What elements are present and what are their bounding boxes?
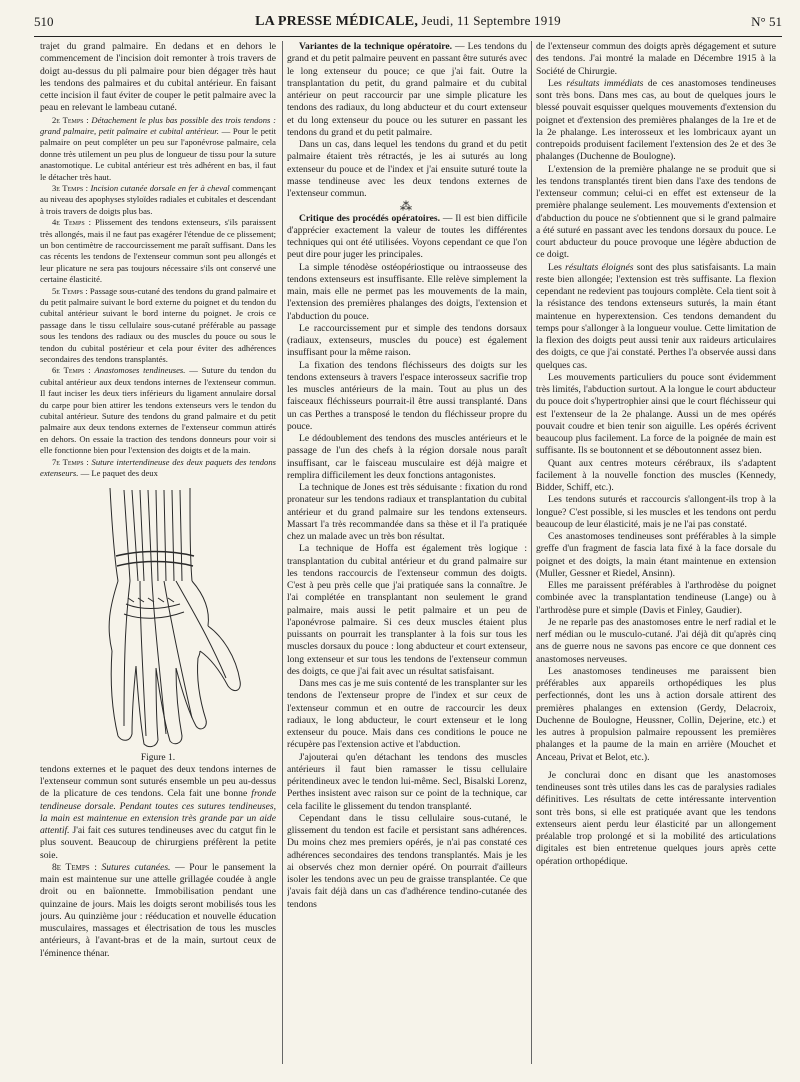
column-2 (287, 41, 527, 1066)
paragraph: Je ne reparle pas des anastomoses entre le nerf radial et le nerf médian ou le musculo-cutané. J'ai déjà dit qu'après cinq ans de guerre nous ne savons pas encore ce que donnent ces anastomoses nerveuses. (536, 616, 776, 665)
paragraph: Le raccourcissement pur et simple des tendons dorsaux (radiaux, extenseurs, muscles du pouce) est également insuffisant pour la même raison. (287, 322, 527, 359)
paragraph: Quant aux centres moteurs cérébraux, ils s'adaptent facilement à la nouvelle fonction des muscles (Kennedy, Bidder, Schiff, etc.). (536, 457, 776, 493)
step-title: Détachement le plus bas possible des trois tendons : grand palmaire, petit palmaire et cubital antérieur. (40, 114, 276, 136)
paragraph: Ces anastomoses tendineuses sont préférables à la simple greffe d'un fragment de fascia lata fixé à la face dorsale du poignet et des doigts, la main étant maintenue en extension (Muller, Gessner et Riedel, Ansinn). (536, 531, 776, 579)
text-run: tendons externes et le paquet des deux tendons internes de l'extenseur commun sont suturés ensemble un peu au-dessus de la plicature de ces tendons. Cela fait une bonne (40, 763, 276, 800)
step-3 (40, 183, 276, 217)
paragraph: La fixation des tendons fléchisseurs des doigts sur les tendons extenseurs à travers l'espace interosseux sacrifie trop les muscles antérieurs de la main. Tout au plus un des faisceaux fléchisseurs pourrait-il être aussi transplanté. Dans un cas Perthes a transposé le tendon du fléchisseur propre du pouce. (287, 359, 527, 432)
paragraph: L'extension de la première phalange ne se produit que si les tendons transplantés tirent bien dans l'axe des tendons de l'extenseur commun; celui-ci en effet est extenseur de la première phalange seulement. Les mouvements d'extension et d'abduction du pouce ne s'obtiennent que si le grand palmaire a été suturé en passant avec les tendons dorsaux du pouce. Le court abducteur du pouce provoque une légère abduction de ce doigt. (536, 163, 776, 261)
section-variants (287, 41, 527, 139)
step-title: Anastomoses tendineuses. (94, 365, 186, 376)
figure-hand-illustration (40, 486, 276, 748)
header-rule (34, 36, 782, 37)
paragraph: La technique de Hoffa est également très logique : transplantation du cubital antérieur et du grand palmaire sur les tendons raccourcis de l'extenseur commun des doigts. C'est à peu près celle que j'ai pratiquée sans la connaître. Je l'ai complétée en transplantant non seulement le grand palmaire, mais aussi le petit palmaire et un peu de l'aponévrose palmaire. Si ces deux muscles étaient plus puissants on pourrait les transplanter à la fois sur tous les muscles dorsaux du pouce : long abducteur et court extenseur, long extenseur et sur tous les tendons de l'extenseur commun des doigts, ce que j'ai fait avec un résultat satisfaisant. (287, 543, 527, 677)
step-label: 5e Temps : (52, 285, 88, 296)
step-label: 8e Temps : (52, 861, 97, 873)
column-divider (282, 41, 283, 1064)
section-separator-stars: ⁂ (400, 199, 414, 214)
paragraph: Dans un cas, dans lequel les tendons du grand et du petit palmaire étaient très rétractés, je les ai suturés au long extenseur du pouce et de l'index et j'ai ensuite suturé toute la masse tendineuse avec les deux tendons externes de l'extenseur commun. (287, 139, 527, 199)
text-run: Les (548, 77, 562, 89)
column-divider (531, 41, 532, 1064)
paragraph: Elles me paraissent préférables à l'arthrodèse du poignet combinée avec la transplantation tendineuse (Lange) ou à l'arthrodèse pure et simple (Davis et Finley, Gaudier). (536, 580, 776, 616)
step-text: — Pour le pansement la main est maintenue sur une attelle grillagée coudée à angle droit ou en baïonnette. Immobilisation pendant une quinzaine de jours. Mais les doigts seront mobilisés tous les jours. Au quinzième jour : rééducation et nouvelle éducation musculaires, massages et électrisation de tous les muscles antérieurs, à l'avant-bras et de la main, surtout ceux de l'éminence thénar. (40, 861, 276, 959)
step-title: Incision cutanée dorsale en fer à cheval (90, 182, 230, 193)
paragraph: Cependant dans le tissu cellulaire sous-cutané, le glissement du tendon est facile et persistant sans adhérences. Du moins chez mes premiers opérés, je n'ai pas constaté ces adhérences secondaires des tendons transplantés. Mais je les ai observés chez mon dernier opéré. On pourrait d'ailleurs isoler les tendons avec un peu de graisse transplantée. Ce que j'avais fait déjà dans un cas d'adhérence tendino-cutanée des tendons (287, 812, 527, 910)
step-2 (40, 115, 276, 183)
paragraph: Les mouvements particuliers du pouce sont évidemment très limités, l'abduction surtout. A la longue le court abducteur du pouce doit s'hypertrophier ainsi que le court fléchisseur qui est l'extenseur de la 2e phalange. Aussi un de mes opérés pouvait coudre et bien tenir son aiguille. Les opérés écrivent beaucoup plus facilement. La force de la poignée de main est suffisante. Ils se boutonnent et se déboutonnent assez bien. (536, 371, 776, 457)
step-5 (40, 286, 276, 366)
paragraph: Les tendons suturés et raccourcis s'allongent-ils trop à la longue? C'est possible, si les muscles et les tendons ont perdu beaucoup de leur élasticité, mais je ne l'ai pas constaté. (536, 494, 776, 530)
step-label: 6e Temps : (52, 365, 91, 376)
step-label: 4e Temps : (52, 217, 92, 228)
page-number: 510 (34, 14, 54, 29)
journal-name: LA PRESSE MÉDICALE, (255, 14, 419, 29)
column-3 (536, 41, 776, 1066)
step-text: commençant au niveau des apophyses styloïdes radiales et cubitales et descendant à trois travers de doigts plus bas. (40, 182, 276, 216)
step-text: — Suture du tendon du cubital antérieur aux deux tendons internes de l'extenseur commun. Il faut inciser les deux tiers inférieurs du ligament annulaire dorsal du carpe pour bien attirer les tendons extenseurs vers le tendon du cubital antérieur. Suture des tendons du grand palmaire et du petit palmaire aux deux tendons externes de l'extenseur commun attirés en dehors. On essaie la traction des tendons donneurs pour voir si elle fonctionne bien pour l'extension des doigts et de la main. (40, 365, 276, 456)
step-8 (40, 862, 276, 960)
step-text: — Pour le petit palmaire on peut compléter un peu sur l'aponévrose palmaire, cela donne très utilement un peu plus de longueur de tissu pour la suture anastomotique. Le cubital antérieur est très adhérent en bas, il faut le détacher très haut. (40, 125, 276, 182)
step-6 (40, 365, 276, 456)
running-title (34, 13, 782, 30)
issue-number: N° 51 (751, 14, 782, 29)
paragraph (536, 262, 776, 372)
paragraph: de l'extenseur commun des doigts après dégagement et suture des tendons. J'ai montré la malade en Décembre 1915 à la Société de Chirurgie. (536, 41, 776, 77)
step-7 (40, 457, 276, 480)
hand-drawing (40, 486, 276, 748)
text-run: J'ai fait ces sutures tendineuses avec du catgut fin le plus souvent. Beaucoup de chirurgiens préfèrent la petite soie. (40, 825, 276, 861)
step-label: 2e Temps : (52, 114, 89, 125)
text-run: — Les tendons du grand et du petit palmaire peuvent en passant être suturés avec le long extenseur du pouce; ce que j'ai fait. Outre la transplantation du petit, du grand palmaire et du cubital antérieur on peut raccourcir par une simple plicature les tendons des radiaux, du long abducteur et du court extenseur et du long extenseur du pouce ou les suturer en passant les tendons du grand et du petit palmaire. (287, 41, 527, 138)
step-text: Plissement des tendons extenseurs, s'ils paraissent très allongés, mais il ne faut pas exagérer l'étendue de ce plissement; un bon centimètre de raccourcissement me paraît suffisant. Dans les cas récents les tendons de l'extenseur commun sont peu allongés et leur plicature ne sera pas toujours nécessaire s'ils ont conservé une certaine élasticité. (40, 217, 276, 285)
step-4 (40, 217, 276, 285)
column-1 (40, 41, 276, 1066)
paragraph: La simple ténodèse ostéopériostique ou intraosseuse des tendons extenseurs est insuffisante. Elle relève simplement la main, mais elle ne permet pas les mouvements de la main, l'extension des premières phalanges des doigts, l'extension et l'abduction du pouce. (287, 261, 527, 322)
figure-caption: Figure 1. (140, 752, 176, 763)
paragraph: Les anastomoses tendineuses me paraissent bien préférables aux appareils orthopédiques les plus perfectionnés, dont les uns à action dorsale attirent des premières phalanges en extension (Gerdy, Delacroix, Duchenne de Boulogne, Heussner, Collin, Dejerine, etc.) et les autres à propulsion palmaire repoussent les premières phalanges et la paume de la main en arrière (Mouchet et Anceau, Privat et Belot, etc.). (536, 665, 776, 763)
text-run: Je conclurai donc en disant que les anastomoses tendineuses sont très utiles dans les cas de paralysies radiales définitives. Les résultats de (536, 769, 776, 806)
paragraph: Dans mes cas je me suis contenté de les transplanter sur les tendons de l'extenseur propre de l'index et sur ceux de l'extenseur commun et en outre de raccourcir les deux radiaux, le long abducteur, le court extenseur et le long extenseur du pouce. Mais dans ces conditions le pouce ne récupère pas l'extension active et l'abduction. (287, 678, 527, 751)
step-label: 7e Temps : (52, 456, 89, 467)
section-critique (287, 213, 527, 262)
issue-date: Jeudi, 11 Septembre 1919 (421, 13, 561, 28)
step-title: Suture intertendineuse des deux paquets des tendons extenseurs. (40, 456, 276, 479)
page-header (34, 14, 782, 38)
paragraph (40, 764, 276, 862)
step-label: 3e Temps : (52, 182, 88, 193)
text-run: sont des plus satisfaisants. La main reste bien allongée; l'extension est très suffisante. La flexion cependant ne redevient pas toujours complète. Cela tient soit à la résistance des tendons extenseurs suturés, la main étant maintenue en hyperextension. Ces tendons demandent du temps pour s'allonger à la longueur voulue. Cette limitation de la flexion des doigts peut aussi tenir aux raideurs articulaires des doigts, ce que j'ai constaté. Perthes l'a observée aussi dans quelques cas. (536, 261, 776, 371)
paragraph (536, 78, 776, 164)
paragraph: La technique de Jones est très séduisante : fixation du rond pronateur sur les tendons radiaux et transplantation du cubital antérieur et du grand palmaire sur les tendons extenseurs. Massart l'a très recommandée dans sa thèse et il l'a pratiquée chez un malade avec un très bon résultat. (287, 482, 527, 542)
section-heading: Critique des procédés opératoires. (299, 212, 441, 224)
paragraph: J'ajouterai qu'en détachant les tendons des muscles antérieurs il faut bien ramasser le tissu cellulaire péritendineux avec le tendon lui-même. Secl, Bisalski Lorenz, Perthes insistent avec raison sur ce point de la technique, car cela facilite le glissement du tendon transplanté. (287, 751, 527, 812)
step-title: Sutures cutanées. (101, 861, 171, 873)
paragraph (536, 770, 776, 868)
step-text: — Le paquet des deux (80, 468, 158, 479)
text-run: Les (548, 261, 562, 273)
step-text: Passage sous-cutané des tendons du grand palmaire et du petit palmaire suivant le bord externe du poignet et du tendon du cubital antérieur suivant le bord interne du poignet. Je crois ce passage dans le tissu cellulaire sous-cutané préférable au passage sous les tendons des radiaux ou des muscles du pouce ou sous le tendon du cubital postérieur et cela pour éviter des adhérences secondaires des tendons transplantés. (40, 285, 276, 365)
section-heading: Variantes de la technique opératoire. (299, 41, 453, 52)
text-run: cette intéressante intervention sont très bons, (536, 794, 776, 818)
text-run: si elle est pratiquée avant que les tendons extenseurs aient perdu leur élasticité par un allongement préalable trop prolongé et si la mobilité des articulations digitales est bien entretenue quelques jours après cette opération orthopédique. (536, 806, 776, 867)
italic-run: résultats immédiats (566, 77, 644, 89)
italic-run: fronde tendineuse dorsale. Pendant toutes ces sutures tendineuses, la main est maintenue en extension très grande par un aide attentif. (40, 788, 276, 836)
text-run: — Il est bien difficile d'apprécier exactement la valeur de toutes les différentes techniques qui ont été utilisées. Voyons cependant ce que l'on peut dire pour juger les principales. (287, 212, 527, 261)
text-run: de ces anastomoses tendineuses sont très bons. Dans mes cas, au bout de quelques jours le blessé pouvait esquisser quelques mouvements d'extension du poignet et d'extension des premières phalanges de la 1re et de la 2e phalange. Les interosseux et les lombricaux ayant un contrepoids produisent facilement l'extension des 2e et des 3e phalanges (Duchenne de Boulogne). (536, 77, 776, 163)
italic-run: résultats éloignés (565, 261, 634, 273)
paragraph: Le dédoublement des tendons des muscles antérieurs et le passage de l'un des chefs à la région dorsale nous paraît insuffisant, car le faisceau musculaire est déjà maigre et remplira difficilement les deux fonctions antagonistes. (287, 433, 527, 481)
paragraph: trajet du grand palmaire. En dedans et en dehors le commencement de l'incision doit remonter à trois travers de doigt au-dessus du pli palmaire pour bien dégager très haut les tendons des palmaires et du cubital antérieur. En faisant cette incision il faut éviter de couper le petit palmaire avec la peau en relevant le lambeau cutané. (40, 41, 276, 114)
